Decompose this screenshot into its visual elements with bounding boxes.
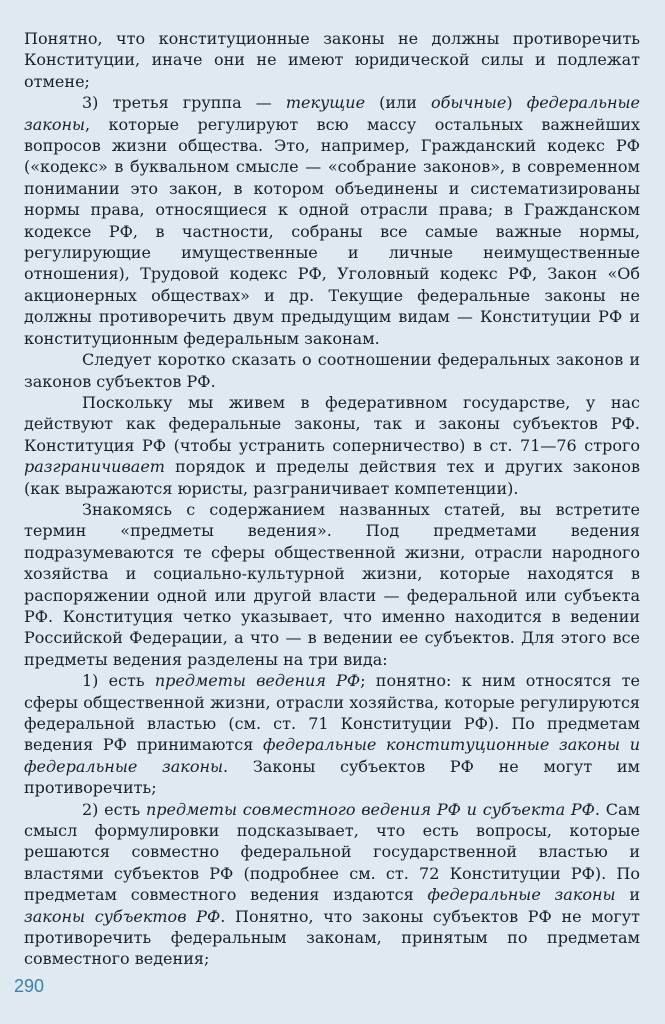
text-run: , которые регулируют всю массу остальных важнейших вопросов жизни общества. Это, например, Гражданский кодекс РФ («кодекс» в буквальном смысле — «собрание законов», в современном понимании это закон, в котором объединены и систематизированы нормы права, относящиеся к одной отрасли права; в Гражданском кодексе РФ, в частности, собраны все самые важные нормы, регулирующие имущественные и личные неимущественные отношения), Трудовой кодекс РФ, Уголовный кодекс РФ, Закон «Об акционерных обществах» и др. Текущие федеральные законы не должны противоречить двум предыдущим видам — Конституции РФ и конституционным федеральным законам. [24,114,640,348]
text-run: ; понятно: к ним относятся те сферы общественной жизни, отрасли хозяйства, которые регулируются федеральной властью (см. ст. 71 Конституции РФ). По предметам ведения РФ принимаются [24,671,641,755]
text-run: 3) третья группа — [82,93,286,113]
text-run: ) [506,93,527,113]
italic-term: федеральные конституционные законы и федеральные законы [24,735,640,776]
italic-term: федеральные законы [427,885,616,905]
italic-term: федеральные законы [24,93,641,134]
text-run: (или [365,93,431,113]
paragraph-1: Понятно, что конституционные законы не должны противоречить Конституции, иначе они не имеют юридической силы и подлежат отмене; [24,29,640,91]
italic-term: предметы ведения РФ [154,671,361,691]
text-run: Поскольку мы живем в федеративном государстве, у нас действуют как федеральные законы, так и законы субъектов РФ. Конституция РФ (чтобы устранить соперничество) в ст. 71—76 строго [24,392,640,455]
text-run: и [615,885,641,905]
text-run: . Сам смысл формулировки подсказывает, что есть вопросы, которые решаются совместно федеральной государственной властью и властями субъектов РФ (подробнее см. ст. 72 Конституции РФ). По предметам совместного ведения издаются [24,799,640,905]
paragraph-5: Знакомясь с содержанием названных статей, вы встретите термин «предметы ведения». Под предметами ведения подразумеваются те сферы общественной жизни, отрасли народного хозяйства и социально-культурной жизни, которые находятся в распоряжении одной или другой власти — федеральной или субъекта РФ. Конституция четко указывает, что именно находится в ведении Российской Федерации, а что — в ведении ее субъектов. Для этого все предметы ведения разделены на три вида: [24,499,640,669]
body-text [24,28,640,970]
italic-term: обычные [430,93,507,113]
paragraph-4 [24,392,640,499]
text-run: . Понятно, что законы субъектов РФ не могут противоречить федеральным законам, принятым по предметам совместного ведения; [24,906,640,969]
text-run: . Законы субъектов РФ не могут им противоречить; [24,756,640,798]
text-run: порядок и пределы действия тех и других законов (как выражаются юристы, разграничивает компетенции). [24,457,640,498]
italic-term: разграничивает [24,457,165,477]
text-run: 2) есть [82,799,146,819]
italic-term: предметы совместного ведения РФ и субъекта РФ [145,799,595,819]
italic-term: текущие [285,93,366,113]
paragraph-2 [24,92,640,349]
page-number: 290 [14,976,45,996]
paragraph-6 [24,670,640,798]
italic-term: законы субъектов РФ [24,906,221,926]
paragraph-7 [24,799,640,970]
text-run: 1) есть [82,671,155,691]
paragraph-3: Следует коротко сказать о соотношении федеральных законов и законов субъектов РФ. [24,350,640,391]
